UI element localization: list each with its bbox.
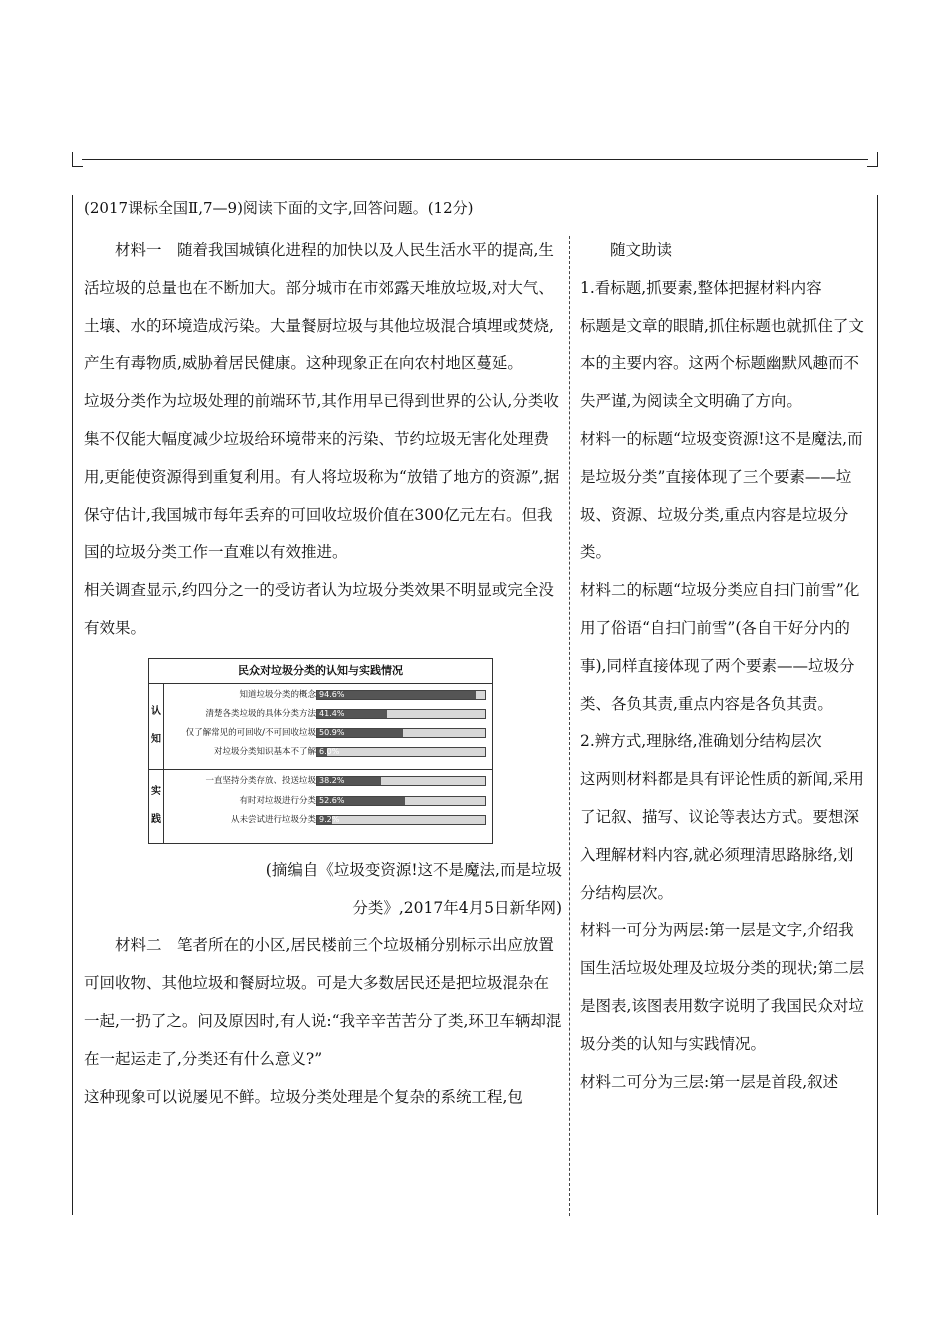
guide-paragraph: 材料二的标题“垃圾分类应自扫门前雪”化用了俗语“自扫门前雪”(各自干好分内的事),同样直接体现了两个要素——垃圾分类、各负其责,重点内容是各负其责。 xyxy=(580,581,860,713)
guide-point-2-heading: 2.辨方式,理脉络,准确划分结构层次 xyxy=(580,732,822,751)
chart-group-divider xyxy=(149,769,492,770)
guide-paragraph: 材料二可分为三层:第一层是首段,叙述 xyxy=(580,1072,839,1091)
reading-guide-title: 随文助读 xyxy=(610,241,673,259)
guide-paragraph: 材料一可分为两层:第一层是文字,介绍我国生活垃圾处理及垃圾分类的现状;第二层是图表,该图表用数字说明了我国民众对垃圾分类的认知与实践情况。 xyxy=(580,921,865,1053)
frame-corner-right xyxy=(867,152,878,167)
chart-bar-track xyxy=(316,747,486,757)
chart-bar-track xyxy=(316,690,486,700)
chart-bar-track xyxy=(316,709,486,719)
guide-paragraph: 标题是文章的眼睛,抓住标题也就抓住了文本的主要内容。这两个标题幽默风趣而不失严谨,为阅读全文明确了方向。 xyxy=(580,316,864,411)
chart-row-label: 知道垃圾分类的概念 xyxy=(239,689,316,700)
chart-group-column-practice xyxy=(149,769,164,843)
chart-bar-value-label: 9.2% xyxy=(319,814,340,824)
material1-paragraph-1: 材料一 随着我国城镇化进程的加快以及人民生活水平的提高,生活垃圾的总量也在不断加大。部分城市在市郊露天堆放垃圾,对大气、土壤、水的环境造成污染。大量餐厨垃圾与其他垃圾混合填埋或焚烧,产生有毒物质,威胁着居民健康。这种现象正在向农村地区蔓延。 xyxy=(84,241,554,373)
chart-row-label: 清楚各类垃圾的具体分类方法 xyxy=(205,708,316,719)
chart-title-divider xyxy=(149,683,492,684)
page-frame-right-border xyxy=(877,195,878,1215)
reading-guide-column xyxy=(580,232,868,1101)
source-line-2: 分类》,2017年4月5日新华网) xyxy=(352,898,562,917)
chart-row-label: 有时对垃圾进行分类 xyxy=(239,795,316,806)
guide-point-1-heading: 1.看标题,抓要素,整体把握材料内容 xyxy=(580,278,822,297)
material2-paragraph-2: 这种现象可以说屡见不鲜。垃圾分类处理是个复杂的系统工程,包 xyxy=(84,1087,523,1106)
chart-bar-track xyxy=(316,796,486,806)
chart-row-label: 仅了解常见的可回收/不可回收垃圾 xyxy=(185,727,316,738)
chart-bar-value-label: 41.4% xyxy=(319,708,345,718)
chart-row-label: 对垃圾分类知识基本不了解 xyxy=(213,746,316,757)
chart-group-label-practice: 实 践 xyxy=(151,785,161,825)
chart-bar-track xyxy=(316,728,486,738)
main-column xyxy=(84,232,562,1116)
question-intro: (2017课标全国Ⅱ,7—9)阅读下面的文字,回答问题。(12分) xyxy=(84,199,474,217)
chart-bar-value-label: 50.9% xyxy=(319,727,345,737)
guide-paragraph: 这两则材料都是具有评论性质的新闻,采用了记叙、描写、议论等表达方式。要想深入理解材料内容,就必须理清思路脉络,划分结构层次。 xyxy=(580,770,864,902)
chart-bar-value-label: 6.0% xyxy=(319,746,340,756)
chart-bar-track xyxy=(316,776,486,786)
page-frame-left-border xyxy=(72,195,73,1215)
chart-bar-value-label: 52.6% xyxy=(319,795,345,805)
material2-paragraph-1: 材料二 笔者所在的小区,居民楼前三个垃圾桶分别标示出应放置可回收物、其他垃圾和餐厨垃圾。可是大多数居民还是把垃圾混杂在一起,一扔了之。问及原因时,有人说:“我辛辛苦苦分了类,环卫车辆却混在一起运走了,分类还有什么意义?” xyxy=(84,936,562,1068)
page-frame-top-border xyxy=(82,159,868,160)
source-line-1: (摘编自《垃圾变资源!这不是魔法,而是垃圾 xyxy=(265,860,562,879)
chart-title: 民众对垃圾分类的认知与实践情况 xyxy=(238,663,403,677)
frame-corner-left xyxy=(72,152,83,167)
chart-bar-value-label: 38.2% xyxy=(319,775,345,785)
chart-group-column-cognition xyxy=(149,683,164,769)
chart-row-label: 从未尝试进行垃圾分类 xyxy=(230,814,316,825)
chart-bar-track xyxy=(316,815,486,825)
survey-chart xyxy=(148,658,493,844)
material1-paragraph-3: 相关调查显示,约四分之一的受访者认为垃圾分类效果不明显或完全没有效果。 xyxy=(84,581,554,637)
column-divider xyxy=(569,236,570,1216)
chart-row-label: 一直坚持分类存放、投送垃圾 xyxy=(205,775,316,786)
chart-bar-value-label: 94.6% xyxy=(319,689,345,699)
chart-group-label-cognition: 认 知 xyxy=(151,705,161,745)
guide-paragraph: 材料一的标题“垃圾变资源!这不是魔法,而是垃圾分类”直接体现了三个要素——垃圾、资源、垃圾分类,重点内容是垃圾分类。 xyxy=(580,429,863,562)
material1-paragraph-2: 垃圾分类作为垃圾处理的前端环节,其作用早已得到世界的公认,分类收集不仅能大幅度减少垃圾给环境带来的污染、节约垃圾无害化处理费用,更能使资源得到重复利用。有人将垃圾称为“放错了地方的资源”,据保守估计,我国城市每年丢弃的可回收垃圾价值在300亿元左右。但我国的垃圾分类工作一直难以有效推进。 xyxy=(84,392,560,562)
